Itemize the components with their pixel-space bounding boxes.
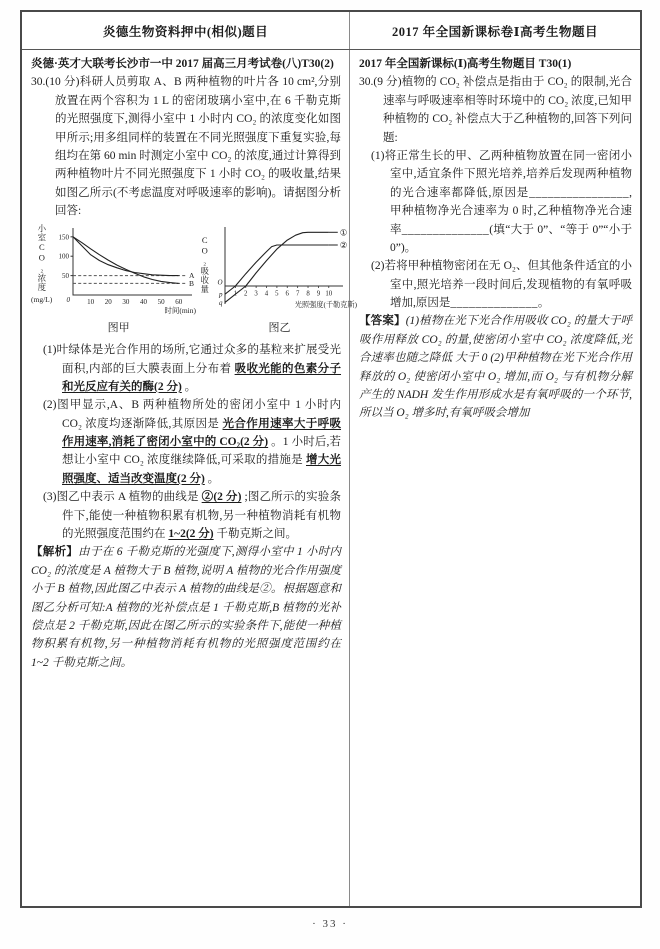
figure-jia bbox=[31, 224, 198, 337]
right-question-1 bbox=[371, 147, 632, 257]
left-question-intro: 30.(10 分)科研人员剪取 A、B 两种植物的叶片各 10 cm²,分别放置在两个容积为 1 L 的密闭玻璃小室中,在 6 千勒克斯的光照强度下,测得小室中 1 小时内 CO₂ 的浓度变化如图甲所示;用多组同样的装置在不同光照强度下重复实验,每组均在第 60 min 时测定小室中 CO₂ 的浓度,通过计算得到两种植物叶片不同光照强度下 1 小时 CO₂ 的吸收量,结果如图乙所示(不考虑温度对呼吸速率的影响)。请据图分析回答: bbox=[31, 76, 341, 218]
svg-text:B: B bbox=[189, 278, 195, 288]
svg-text:150: 150 bbox=[58, 233, 70, 242]
svg-text:20: 20 bbox=[104, 297, 112, 306]
comparison-table bbox=[20, 10, 642, 908]
rq1-text-end: (填“大于 0”、“等于 0”“小于 0”)。 bbox=[390, 223, 632, 254]
table-body-row bbox=[22, 50, 640, 906]
q2-text-end: 。 bbox=[204, 472, 220, 485]
svg-text:A: A bbox=[189, 270, 195, 280]
svg-text:1: 1 bbox=[233, 290, 237, 298]
svg-text:②: ② bbox=[339, 239, 348, 250]
svg-text:光照强度(千勒克斯): 光照强度(千勒克斯) bbox=[294, 300, 357, 309]
svg-text:8: 8 bbox=[306, 290, 310, 298]
svg-text:10: 10 bbox=[87, 297, 95, 306]
right-question-2 bbox=[371, 257, 632, 312]
svg-text:7: 7 bbox=[295, 290, 300, 298]
rq1-text: (1)将正常生长的甲、乙两种植物放置在同一密闭小室中,适宜条件下照光培养,培养后发现两种植物的光合速率都降低,原因是 bbox=[371, 149, 632, 199]
svg-text:5: 5 bbox=[274, 290, 279, 298]
q3-filled-answer-2: 1~2(2 分) bbox=[168, 528, 214, 541]
left-question-3 bbox=[43, 488, 341, 543]
q1-text: (1)叶绿体是光合作用的场所,它通过众多的基粒来扩展受光面积,内部的巨大膜表面上分布着 bbox=[43, 344, 341, 375]
svg-text:40: 40 bbox=[140, 297, 148, 306]
svg-text:时间(min): 时间(min) bbox=[164, 305, 197, 315]
left-column bbox=[22, 50, 357, 906]
answer-text: (1)植物在光下光合作用吸收 CO₂ 的量大于呼吸作用释放 CO₂ 的量,使密闭小室中 CO₂ 浓度降低,光合速率也随之降低 大于 0 (2)甲种植物在光下光合作用释放的 O₂ 使密闭小室中 O₂ 增加,而 O₂ 与有机物分解产生的 NADH 发生作用形成水是有氧呼吸的一个环节,所以当 O₂ 增多时,有氧呼吸会增加 bbox=[359, 315, 632, 420]
q3-text-end: 千勒克斯之间。 bbox=[213, 528, 298, 541]
rq2-text: (2)若将甲种植物密闭在无 O₂、但其他条件适宜的小室中,照光培养一段时间后,发现植物的有氧呼吸增加,原因是 bbox=[371, 260, 632, 310]
analysis-text: 由于在 6 千勒克斯的光强度下,测得小室中 1 小时内 CO₂ 的浓度是 A 植物大于 B 植物,说明 A 植物的光合作用强度小于 B 植物,因此图乙中表示 A 植物的曲线是②。根据题意和图乙分析可知:A 植物的光补偿点是 1 千勒克斯,B 植物的光补偿点是 2 千勒克斯,因此在图乙所示的实验条件下,能使一种植物积累有机物,另一种植物消耗有机物的光照强度范围约在 1~2 千勒克斯之间。 bbox=[31, 546, 342, 669]
rq2-text-end: 。 bbox=[537, 297, 550, 310]
rq1-blank-1: ________________ bbox=[529, 186, 630, 199]
svg-text:50: 50 bbox=[157, 297, 165, 306]
svg-text:p: p bbox=[218, 290, 223, 299]
right-question-intro: 30.(9 分)植物的 CO₂ 补偿点是指由于 CO₂ 的限制,光合速率与呼吸速率相等时环境中的 CO₂ 浓度,已知甲种植物的 CO₂ 补偿点大于乙种植物的,回答下列问题: bbox=[359, 76, 632, 144]
svg-text:0: 0 bbox=[66, 295, 71, 304]
svg-text:30: 30 bbox=[122, 297, 130, 306]
svg-text:4: 4 bbox=[264, 290, 268, 298]
q3-filled-answer-1: ②(2 分) bbox=[201, 491, 242, 504]
q1-filled-answer: 吸收光能的色素分子和光反应有关的酶(2 分) bbox=[62, 362, 342, 393]
q3-text: (3)图乙中表示 A 植物的曲线是 bbox=[43, 491, 202, 504]
answer-section bbox=[359, 312, 632, 422]
analysis-section bbox=[31, 543, 341, 672]
q2-text-mid: 。1 小时后,若想让小室中 CO₂ 浓度继续降低,可采取的措施是 bbox=[62, 436, 342, 467]
rq1-text-mid: ,甲种植物净光合速率为 0 时,乙种植物净光合速率 bbox=[390, 186, 632, 236]
figure-yi bbox=[200, 224, 359, 338]
header-left-cell: 炎德生物资料押中(相似)题目 bbox=[22, 12, 350, 49]
svg-text:10: 10 bbox=[325, 290, 332, 298]
figure-yi-chart bbox=[209, 224, 359, 320]
svg-text:O: O bbox=[217, 278, 223, 287]
svg-text:q: q bbox=[218, 298, 223, 307]
answer-label: 【答案】 bbox=[359, 315, 406, 328]
right-source-line: 2017 年全国新课标(Ⅰ)高考生物题目 T30(1) bbox=[359, 58, 572, 70]
figure-jia-caption: 图甲 bbox=[107, 321, 130, 334]
svg-text:9: 9 bbox=[316, 290, 320, 298]
left-question-2 bbox=[43, 396, 341, 488]
right-column bbox=[350, 50, 640, 906]
svg-text:60: 60 bbox=[175, 297, 183, 306]
svg-text:6: 6 bbox=[285, 290, 289, 298]
rq2-blank-1: ______________ bbox=[450, 297, 538, 310]
rq1-blank-2: ______________ bbox=[401, 223, 490, 236]
q2-text: (2)图甲显示,A、B 两种植物所处的密闭小室中 1 小时内 CO₂ 浓度均逐渐降低,其原因是 bbox=[43, 399, 341, 430]
left-question-1 bbox=[43, 341, 341, 396]
figure-jia-ylabel: 小室CO₂浓度 (mg/L) bbox=[31, 224, 53, 304]
header-right-cell: 2017 年全国新课标卷Ⅰ高考生物题目 bbox=[392, 25, 598, 39]
figure-yi-ylabel: CO₂吸收量 bbox=[199, 235, 210, 294]
svg-text:100: 100 bbox=[58, 252, 70, 261]
q2-filled-answer-1: 光合作用速率大于呼吸作用速率,消耗了密闭小室中的 CO₂(2 分) bbox=[62, 417, 342, 449]
left-source-line: 炎德·英才大联考长沙市一中 2017 届高三月考试卷(八)T30(2) bbox=[31, 58, 334, 70]
figure-jia-chart bbox=[52, 225, 198, 319]
q3-text-mid: ;图乙所示的实验条件下,能使一种植物积累有机物,另一种植物消耗有机物的光照强度范围约在 bbox=[62, 491, 341, 541]
svg-text:3: 3 bbox=[254, 290, 258, 298]
q1-text-end: 。 bbox=[181, 380, 197, 393]
page-number: · 33 · bbox=[312, 918, 348, 930]
svg-text:2: 2 bbox=[243, 290, 248, 298]
q2-filled-answer-2: 增大光照强度、适当改变温度(2 分) bbox=[62, 454, 342, 485]
table-header-row bbox=[22, 12, 640, 50]
figures-row bbox=[31, 224, 357, 338]
analysis-label: 【解析】 bbox=[31, 546, 79, 559]
svg-text:50: 50 bbox=[62, 271, 70, 280]
svg-text:①: ① bbox=[339, 226, 348, 237]
figure-yi-caption: 图乙 bbox=[268, 321, 291, 334]
